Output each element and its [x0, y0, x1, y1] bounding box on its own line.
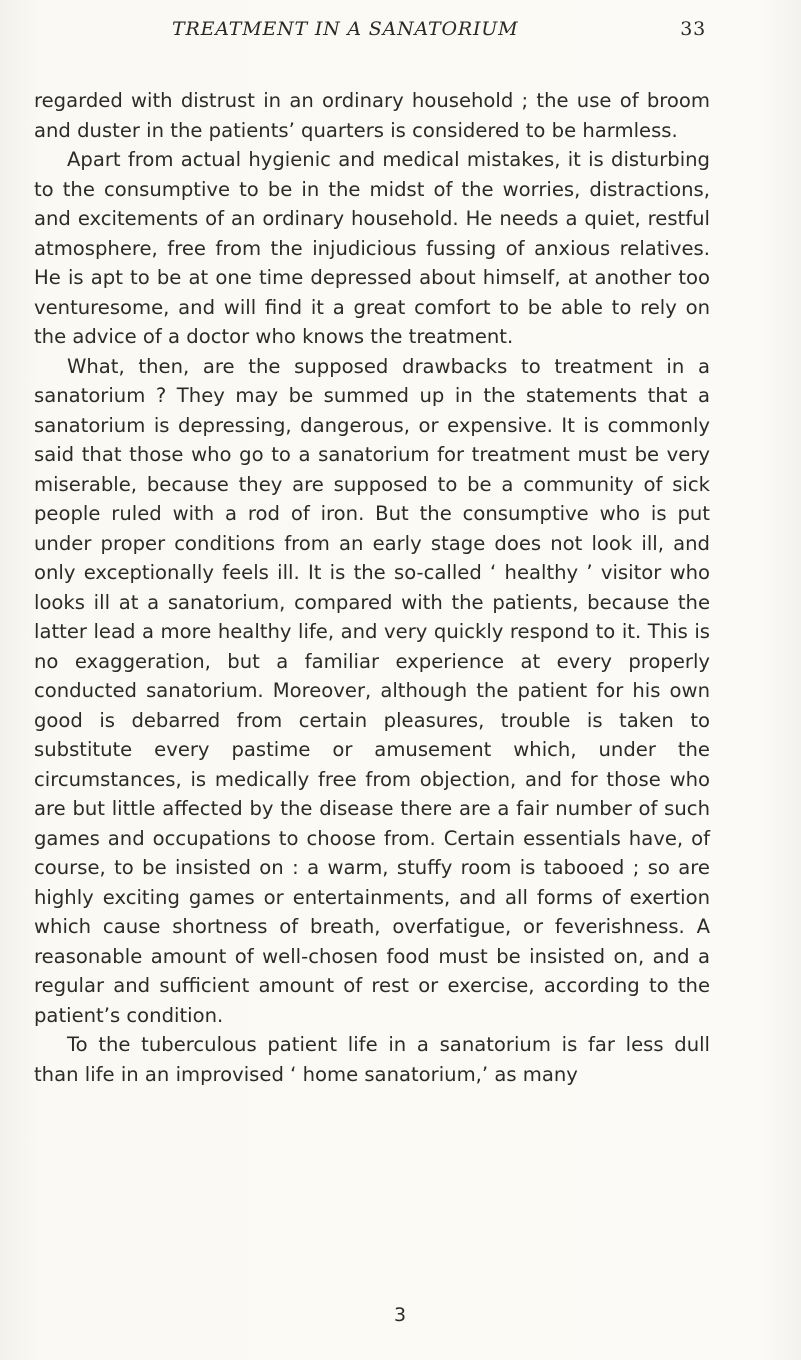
paragraph: regarded with distrust in an ordinary household ; the use of broom and duster in the patients’ quarters is considered to be harmless. [34, 89, 710, 142]
page-number: 33 [680, 18, 706, 40]
signature-mark: 3 [393, 1304, 407, 1326]
paragraph: What, then, are the supposed drawbacks to treatment in a sanatorium ? They may be summed up in the statements that a sanatorium is depressing, dangerous, or expensive. It is commonly said that those who go to a sanatorium for treatment must be very miserable, because they are supposed to be a community of sick people ruled with a rod of iron. But the consumptive who is put under proper conditions from an early stage does not look ill, and only exceptionally feels ill. It is the so-called ‘ healthy ’ visitor who looks ill at a sanatorium, compared with the patients, because the latter lead a more healthy life, and very quickly respond to it. This is no exaggeration, but a familiar experience at every properly conducted sanatorium. Moreover, although the patient for his own good is debarred from certain pleasures, trouble is taken to substitute every pastime or amusement which, under the circumstances, is medically free from objection, and for those who are but little affected by the disease there are a fair number of such games and occupations to choose from. Certain essentials have, of course, to be insisted on : a warm, stuffy room is tabooed ; so are highly exciting games or entertainments, and all forms of exertion which cause shortness of breath, overfatigue, or feverishness. A reasonable amount of well-chosen food must be insisted on, and a regular and sufficient amount of rest or exercise, according to the patient’s condition. [34, 354, 710, 1027]
running-head-title: TREATMENT IN A SANATORIUM [172, 18, 519, 40]
paragraph: Apart from actual hygienic and medical mistakes, it is disturbing to the consumptive to be in the midst of the worries, distractions, and excitements of an ordinary household. He needs a quiet, restful atmosphere, free from the injudicious fussing of anxious relatives. He is apt to be at one time depressed about himself, at another too venturesome, and will find it a great comfort to be able to rely on the advice of a doctor who knows the treatment. [34, 148, 710, 348]
body-text [34, 86, 710, 1089]
paragraph: To the tuberculous patient life in a sanatorium is far less dull than life in an improvised ‘ home sanatorium,’ as many [34, 1033, 710, 1086]
